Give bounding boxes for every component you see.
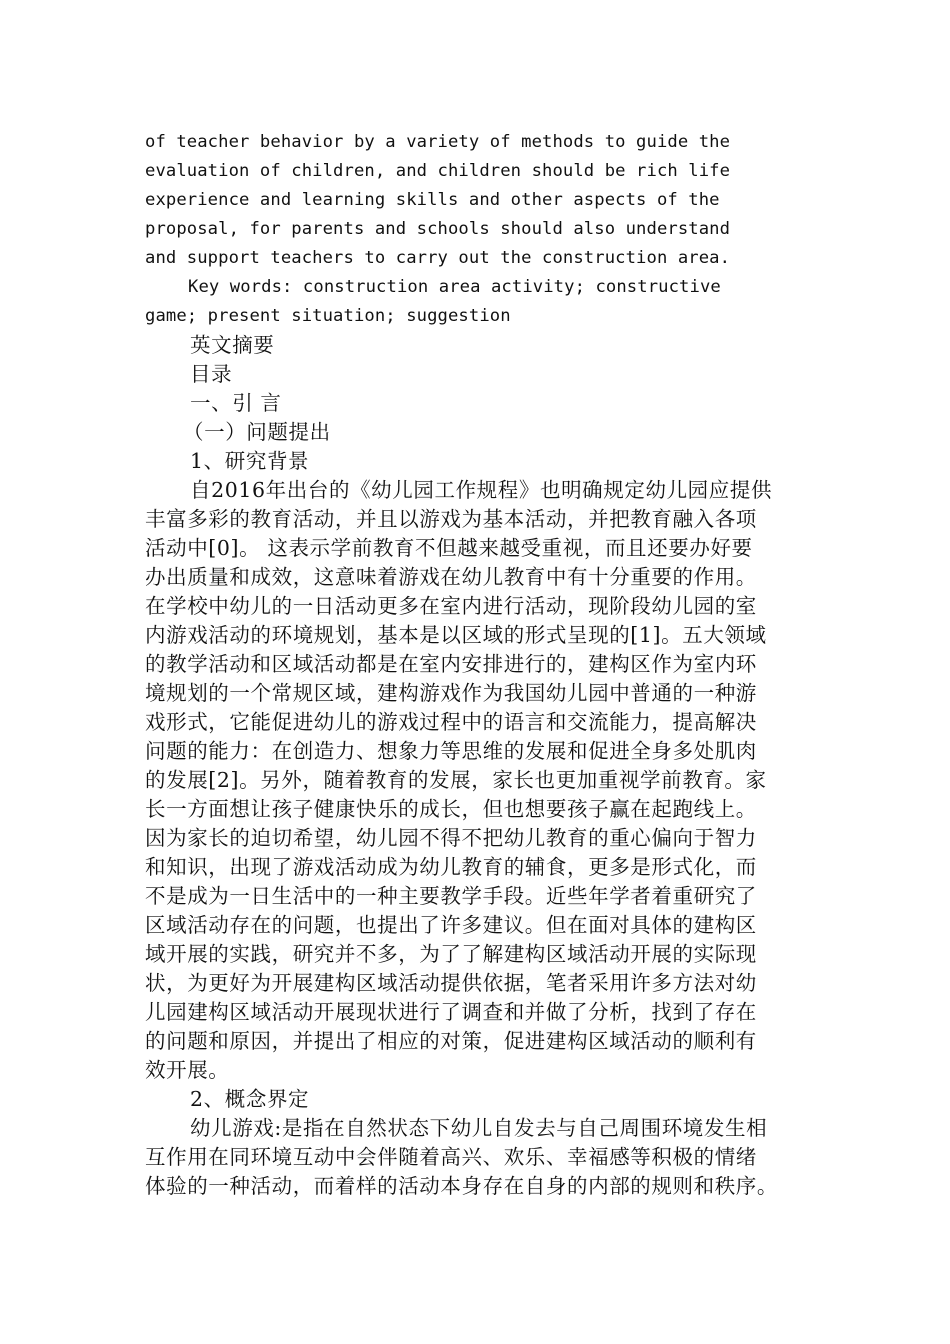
- abstract-line: evaluation of children, and children should be rich life: [145, 161, 731, 181]
- paragraph-line: 的问题和原因，并提出了相应的对策，促进建构区域活动的顺利有: [145, 1029, 757, 1053]
- paragraph-line: 问题的能力：在创造力、想象力等思维的发展和促进全身多处肌肉: [145, 739, 757, 763]
- heading-contents: 目录: [190, 362, 233, 386]
- paragraph-line: 内游戏活动的环境规划，基本是以区域的形式呈现的[1]。五大领域: [145, 623, 767, 647]
- paragraph-line: 戏形式，它能促进幼儿的游戏过程中的语言和交流能力，提高解决: [145, 710, 757, 734]
- paragraph-line: 效开展。: [145, 1058, 230, 1082]
- abstract-english-tail: [145, 128, 817, 273]
- heading-introduction: 一、引 言: [190, 391, 282, 415]
- paragraph-line: 儿园建构区域活动开展现状进行了调查和并做了分析，找到了存在: [145, 1000, 757, 1024]
- keywords-line: Key words: construction area activity; constructive: [188, 277, 721, 297]
- heading-background: 1、研究背景: [190, 449, 310, 473]
- paragraph-line: 办出质量和成效，这意味着游戏在幼儿教育中有十分重要的作用。: [145, 565, 757, 589]
- paragraph-line: 丰富多彩的教育活动，并且以游戏为基本活动，并把教育融入各项: [145, 507, 757, 531]
- paragraph-line: 体验的一种活动，而着样的活动本身存在自身的内部的规则和秩序。: [145, 1174, 778, 1198]
- paragraph-line: 的发展[2]。另外，随着教育的发展，家长也更加重视学前教育。家: [145, 768, 767, 792]
- abstract-line: of teacher behavior by a variety of methods to guide the: [145, 132, 731, 152]
- heading-english-abstract: 英文摘要: [190, 333, 275, 357]
- paragraph-line: 幼儿游戏:是指在自然状态下幼儿自发去与自己周围环境发生相: [190, 1116, 768, 1140]
- heading-concepts: 2、概念界定: [190, 1087, 310, 1111]
- abstract-line: experience and learning skills and other aspects of the: [145, 190, 720, 210]
- document-body: [145, 128, 817, 1201]
- paragraph-line: 互作用在同环境互动中会伴随着高兴、欢乐、幸福感等积极的情绪: [145, 1145, 757, 1169]
- keywords-line: game; present situation; suggestion: [145, 306, 511, 326]
- heading-problem: （一）问题提出: [183, 420, 331, 444]
- paragraph-line: 域开展的实践，研究并不多，为了了解建构区域活动开展的实际现: [145, 942, 757, 966]
- background-paragraph: [145, 476, 817, 1085]
- paragraph-line: 在学校中幼儿的一日活动更多在室内进行活动，现阶段幼儿园的室: [145, 594, 757, 618]
- paragraph-line: 不是成为一日生活中的一种主要教学手段。近些年学者着重研究了: [145, 884, 757, 908]
- paragraph-line: 的教学活动和区域活动都是在室内安排进行的，建构区作为室内环: [145, 652, 757, 676]
- paragraph-line: 区域活动存在的问题，也提出了许多建议。但在面对具体的建构区: [145, 913, 757, 937]
- paragraph-line: 境规划的一个常规区域，建构游戏作为我国幼儿园中普通的一种游: [145, 681, 757, 705]
- keywords: [145, 273, 817, 331]
- paragraph-line: 状，为更好为开展建构区域活动提供依据，笔者采用许多方法对幼: [145, 971, 757, 995]
- paragraph-line: 因为家长的迫切希望，幼儿园不得不把幼儿教育的重心偏向于智力: [145, 826, 757, 850]
- paragraph-line: 自2016年出台的《幼儿园工作规程》也明确规定幼儿园应提供: [190, 478, 773, 502]
- abstract-line: proposal, for parents and schools should also understand: [145, 219, 731, 239]
- paragraph-line: 活动中[0]。 这表示学前教育不但越来越受重视，而且还要办好要: [145, 536, 753, 560]
- concept-paragraph: [145, 1114, 817, 1201]
- paragraph-line: 长一方面想让孩子健康快乐的成长，但也想要孩子赢在起跑线上。: [145, 797, 757, 821]
- abstract-line: and support teachers to carry out the construction area.: [145, 248, 731, 268]
- paragraph-line: 和知识，出现了游戏活动成为幼儿教育的辅食，更多是形式化，而: [145, 855, 757, 879]
